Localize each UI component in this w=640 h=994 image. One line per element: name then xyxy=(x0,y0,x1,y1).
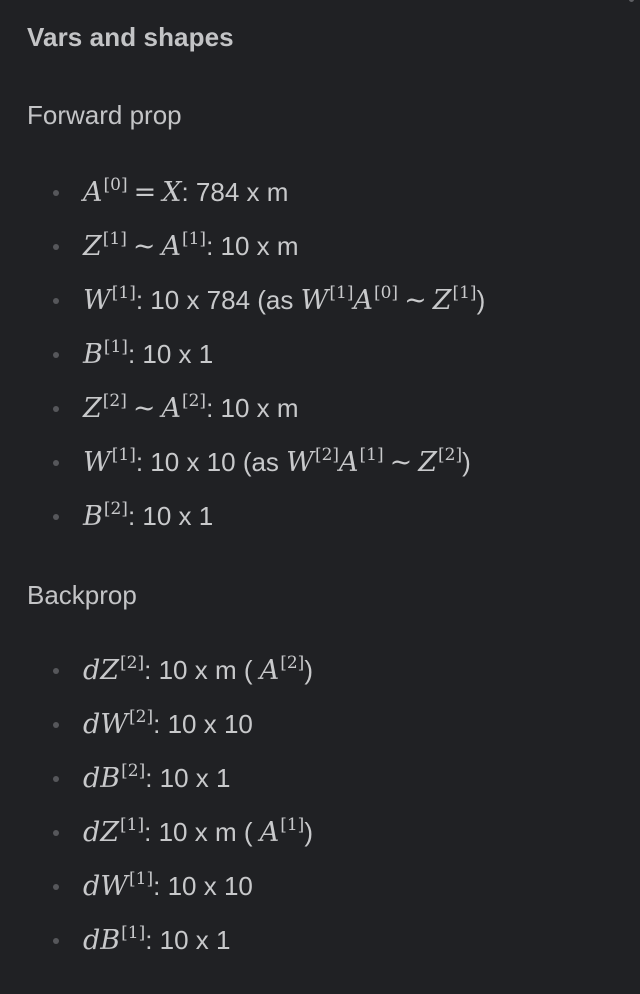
shape-text: : 10 x 1 xyxy=(127,501,214,531)
shape-text: : 10 x 1 xyxy=(127,339,214,369)
math-var: dW[2] xyxy=(83,707,154,740)
math-var: A[2] xyxy=(161,391,207,424)
shape-text: : 10 x m ( xyxy=(144,817,260,847)
shape-text: : 784 x m xyxy=(181,177,289,207)
list-item: Z[2] ~ A[2]: 10 x m xyxy=(50,385,485,439)
bullet-icon xyxy=(53,830,59,836)
list-item xyxy=(50,701,313,755)
bullet-icon xyxy=(53,406,59,412)
math-var: W[1]A[0] xyxy=(300,283,399,316)
math-var: A[1] xyxy=(259,815,305,848)
list-item: Z[1] ~ A[1]: 10 x m xyxy=(50,223,485,277)
bullet-icon xyxy=(53,722,59,728)
bullet-icon xyxy=(53,190,59,196)
math-var: W[2]A[1] xyxy=(286,445,384,478)
list-item: dZ[1]: 10 x m ( A[1]) xyxy=(50,809,313,863)
math-var: dB[1] xyxy=(83,923,146,956)
math-var: W[1] xyxy=(83,283,136,316)
math-var: Z[1] xyxy=(432,283,477,316)
shape-text: : 10 x 1 xyxy=(145,763,231,793)
section-heading: Vars and shapes xyxy=(27,22,234,52)
shape-text: : 10 x 10 xyxy=(153,709,253,739)
list-item: A[0] = X: 784 x m xyxy=(50,169,485,223)
list-item: dZ[2]: 10 x m ( A[2]) xyxy=(50,647,313,701)
list-item xyxy=(50,917,313,971)
math-var: B[2] xyxy=(83,499,128,532)
math-var: dB[2] xyxy=(83,761,146,794)
bullet-icon xyxy=(53,668,59,674)
math-var: A[0] xyxy=(83,175,128,208)
forward-prop-heading: Forward prop xyxy=(27,100,182,130)
math-var: Z[2] xyxy=(418,445,463,478)
math-var: Z[1] xyxy=(83,229,127,262)
list-item xyxy=(50,755,313,809)
bullet-icon xyxy=(53,776,59,782)
list-item xyxy=(50,863,313,917)
backprop-heading: Backprop xyxy=(27,580,137,610)
shape-text: : 10 x 10 xyxy=(153,871,253,901)
bullet-icon xyxy=(53,298,59,304)
shape-text: : 10 x 10 (as xyxy=(135,447,287,477)
math-var: A[2] xyxy=(259,653,305,686)
bullet-icon xyxy=(53,244,59,250)
shape-text: : 10 x m xyxy=(206,393,299,423)
list-item xyxy=(50,493,485,547)
math-var: dZ[2] xyxy=(83,653,145,686)
bullet-icon xyxy=(53,352,59,358)
forward-prop-list xyxy=(50,169,485,547)
scroll-indicator xyxy=(629,0,634,2)
bullet-icon xyxy=(53,884,59,890)
shape-text: : 10 x m ( xyxy=(144,655,260,685)
shape-text: : 10 x m xyxy=(206,231,299,261)
math-var: B[1] xyxy=(83,337,128,370)
math-var: dZ[1] xyxy=(83,815,145,848)
bullet-icon xyxy=(53,938,59,944)
bullet-icon xyxy=(53,514,59,520)
math-var: A[1] xyxy=(161,229,207,262)
math-var: Z[2] xyxy=(83,391,127,424)
list-item xyxy=(50,331,485,385)
backprop-list xyxy=(50,647,313,971)
shape-text: : 10 x 1 xyxy=(145,925,231,955)
list-item: W[1]: 10 x 10 (as W[2]A[1] ~ Z[2]) xyxy=(50,439,485,493)
list-item: W[1]: 10 x 784 (as W[1]A[0] ~ Z[1]) xyxy=(50,277,485,331)
math-var: X xyxy=(162,177,182,208)
math-var: dW[1] xyxy=(83,869,154,902)
bullet-icon xyxy=(53,460,59,466)
math-var: W[1] xyxy=(83,445,136,478)
shape-text: : 10 x 784 (as xyxy=(135,285,301,315)
